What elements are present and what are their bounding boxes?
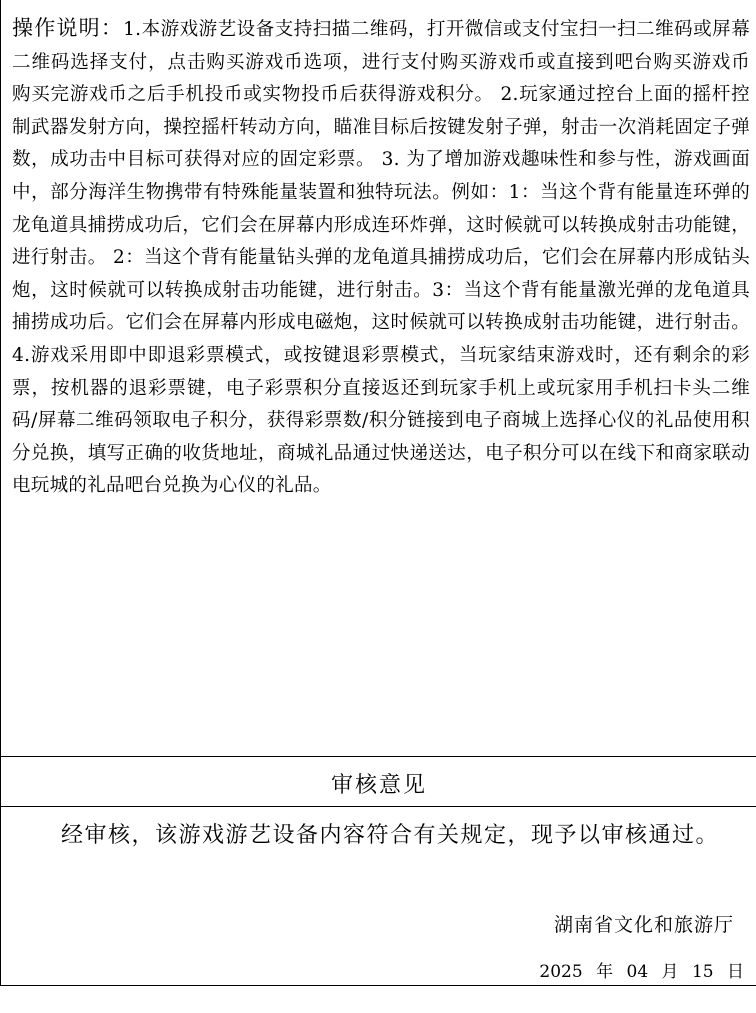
divider-line — [1, 756, 756, 757]
date-day: 15 — [691, 962, 714, 982]
date-year: 2025 — [539, 962, 583, 982]
date-day-unit: 日 — [727, 962, 744, 982]
divider-line — [1, 806, 756, 807]
issuing-authority: 湖南省文化和旅游厅 — [553, 914, 734, 936]
operation-instructions — [12, 12, 750, 503]
date-year-unit: 年 — [596, 962, 614, 982]
date-month-unit: 月 — [661, 962, 679, 982]
instructions-heading: 操作说明： — [12, 16, 124, 40]
table-bottom-border — [1, 985, 756, 986]
review-opinion-text: 经审核，该游戏游艺设备内容符合有关规定，现予以审核通过。 — [61, 823, 720, 848]
review-section-title: 审核意见 — [330, 773, 427, 798]
review-date — [533, 957, 744, 982]
instructions-body: 1.本游戏游艺设备支持扫描二维码，打开微信或支付宝扫一扫二维码或屏幕二维码选择支付，点击购买游戏币选项，进行支付购买游戏币或直接到吧台购买游戏币 购买完游戏币之后手机投币或实物投币后获得游戏积分。 2.玩家通过控台上面的摇杆控制武器发射方向，操控摇杆转动方向，瞄准目标后按键发射子弹，射击一次消耗固定子弹数，成功击中目标可获得对应的固定彩票。 3. 为了增加游戏趣味性和参与性，游戏画面中，部分海洋生物携带有特殊能量装置和独特玩法。例如：1：当这个背有能量连环弹的龙龟道具捕捞成功后，它们会在屏幕内形成连环炸弹，这时候就可以转换成射击功能键，进行射击。 2：当这个背有能量钻头弹的龙龟道具捕捞成功后，它们会在屏幕内形成钻头炮，这时候就可以转换成射击功能键，进行射击。3：当这个背有能量激光弹的龙龟道具捕捞成功后。它们会在屏幕内形成电磁炮，这时候就可以转换成射击功能键，进行射击。 4.游戏采用即中即退彩票模式，或按键退彩票模式，当玩家结束游戏时，还有剩余的彩票，按机器的退彩票键，电子彩票积分直接返还到玩家手机上或玩家用手机扫卡头二维码/屏幕二维码领取电子积分，获得彩票数/积分链接到电子商城上选择心仪的礼品使用积分兑换，填写正确的收货地址，商城礼品通过快递送达，电子积分可以在线下和商家联动电玩城的礼品吧台兑换为心仪的礼品。 — [12, 19, 751, 497]
date-month: 04 — [626, 962, 649, 982]
